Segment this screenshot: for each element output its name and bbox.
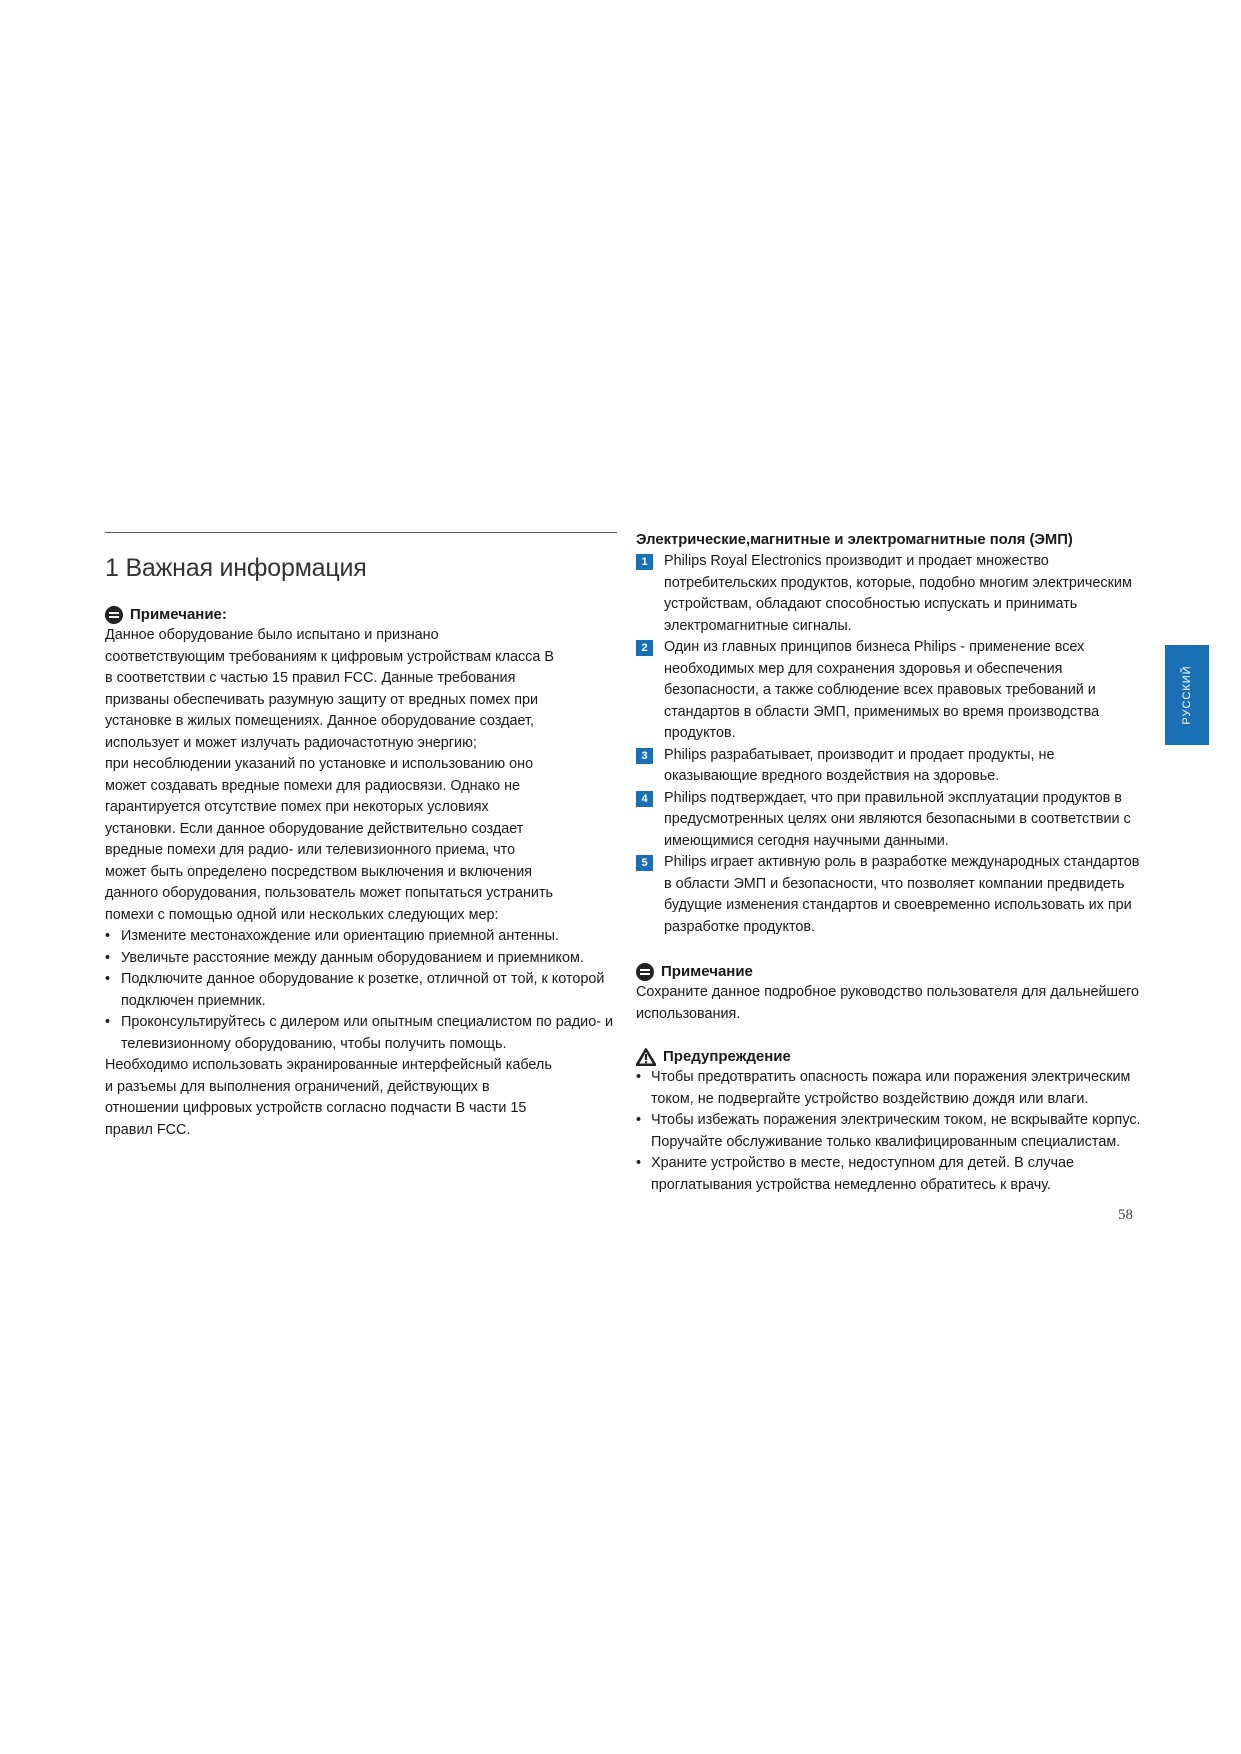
fcc-statement [105, 625, 615, 926]
language-tab [1165, 645, 1209, 745]
text-line: Данное оборудование было испытано и признано [105, 627, 439, 643]
closing-paragraph [105, 1055, 615, 1141]
measures-list [105, 926, 615, 1055]
list-item: • Увеличьте расстояние между данным оборудованием и приемником. [105, 948, 615, 970]
text-line: в соответствии с частью 15 правил FCC. Данные требования [105, 670, 516, 686]
note-heading [105, 605, 615, 625]
number-badge: 2 [636, 640, 653, 656]
note-label: Примечание: [130, 606, 227, 623]
text-line: может создавать вредные помехи для радиосвязи. Однако не [105, 777, 521, 794]
text-line: при несоблюдении указаний по установке и использованию оно [105, 756, 534, 772]
chapter-title: 1 Важная информация [105, 554, 367, 582]
text-line: установки. Если данное оборудование действительно создает [105, 820, 524, 837]
text-line: использует и может излучать радиочастотную энергию; [105, 734, 477, 751]
list-item [636, 551, 1148, 637]
text-line: гарантируется отсутствие помех при некоторых условиях [105, 799, 489, 815]
emp-heading: Электрические,магнитные и электромагнитные поля (ЭМП) [636, 532, 1073, 548]
warning-heading [636, 1047, 1148, 1067]
list-item: • Храните устройство в месте, недоступном для детей. В случае проглатывания устройства немедленно обратитесь к врачу. [636, 1153, 1148, 1196]
note-heading [636, 962, 1148, 982]
list-item [636, 788, 1148, 853]
left-column [105, 532, 615, 1141]
note-label: Примечание [661, 963, 753, 980]
note-icon [105, 606, 123, 624]
list-item-text: Philips разрабатывает, производит и продает продукты, не оказывающие вредного воздействия на здоровье. [664, 746, 1055, 784]
text-line: данного оборудования, пользователь может попытаться устранить [105, 885, 554, 901]
list-item: • Проконсультируйтесь с дилером или опытным специалистом по радио- и телевизионному оборудованию, чтобы получить помощь. [105, 1012, 615, 1055]
text-line: может быть определено посредством выключения и включения [105, 863, 533, 880]
number-badge: 1 [636, 554, 653, 570]
text-line: правил FCC. [105, 1121, 191, 1138]
text-line: Необходимо использовать экранированные интерфейсный кабель [105, 1057, 552, 1073]
number-badge: 5 [636, 855, 653, 871]
emp-list [636, 551, 1148, 938]
section-divider [105, 532, 617, 533]
warning-label: Предупреждение [663, 1048, 791, 1065]
list-item: • Чтобы предотвратить опасность пожара или поражения электрическим током, не подвергайте устройство воздействию дождя или влаги. [636, 1067, 1148, 1110]
text-line: установке в жилых помещениях. Данное оборудование создает, [105, 713, 535, 729]
list-item: • Измените местонахождение или ориентацию приемной антенны. [105, 926, 615, 948]
list-item-text: Philips играет активную роль в разработке международных стандартов в области ЭМП и безопасности, что позволяет компании предвидеть будущие изменения стандартов и своевременно использовать их при разработке продуктов. [664, 854, 1140, 935]
list-item-text: Philips подтверждает, что при правильной эксплуатации продуктов в предусмотренных целях они являются безопасными в соответствии с имеющимися сегодня научными данными. [664, 789, 1131, 849]
list-item [636, 745, 1148, 788]
text-line: вредные помехи для радио- или телевизионного приема, что [105, 842, 516, 858]
text-line: и разъемы для выполнения ограничений, действующих в [105, 1078, 490, 1095]
warning-list [636, 1067, 1148, 1196]
list-item [636, 852, 1148, 938]
language-tab-label: РУССКИЙ [1181, 665, 1193, 725]
page-number: 58 [1118, 1207, 1133, 1223]
text-line: помехи с помощью одной или нескольких следующих мер: [105, 906, 499, 923]
list-item-text: Один из главных принципов бизнеса Philips - применение всех необходимых мер для сохранения здоровья и обеспечения безопасности, а также соблюдение всех правовых требований и стандартов в области ЭМП, применимых во время производства продуктов. [664, 639, 1100, 741]
list-item: • Чтобы избежать поражения электрическим током, не вскрывайте корпус. Поручайте обслуживание только квалифицированным специалистам. [636, 1110, 1148, 1153]
note-text: Сохраните данное подробное руководство пользователя для дальнейшего использования. [636, 984, 1140, 1022]
right-column [636, 530, 1148, 1196]
text-line: отношении цифровых устройств согласно подчасти B части 15 [105, 1100, 527, 1116]
note-icon [636, 963, 654, 981]
list-item-text: Philips Royal Electronics производит и продает множество потребительских продуктов, которые, подобно многим электрическим устройствам, обладают способностью испускать и принимать электромагнитные сигналы. [664, 553, 1132, 634]
warning-icon [636, 1048, 656, 1066]
number-badge: 3 [636, 748, 653, 764]
list-item [636, 637, 1148, 745]
list-item: • Подключите данное оборудование к розетке, отличной от той, к которой подключен приемник. [105, 969, 615, 1012]
text-line: соответствующим требованиям к цифровым устройствам класса B [105, 648, 554, 665]
number-badge: 4 [636, 791, 653, 807]
text-line: призваны обеспечивать разумную защиту от вредных помех при [105, 691, 539, 708]
